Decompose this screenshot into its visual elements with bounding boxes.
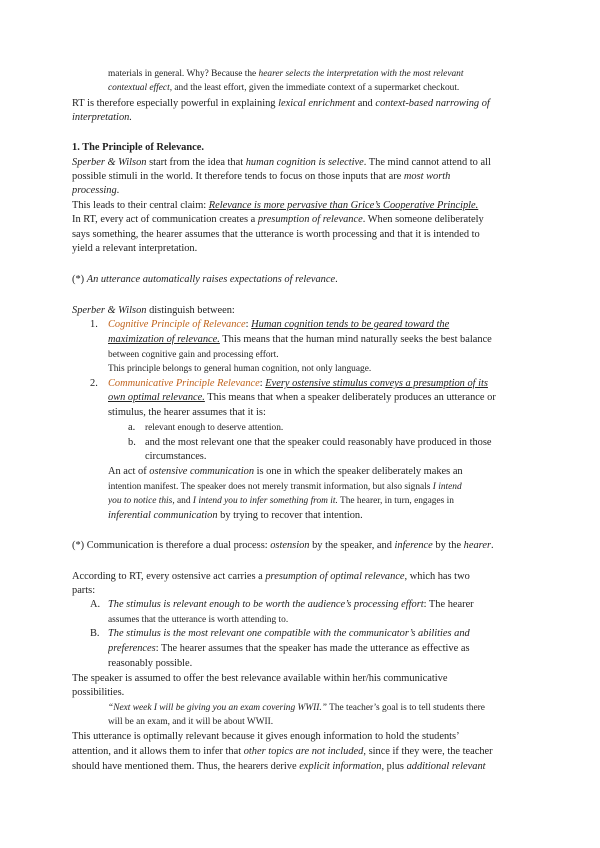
- central-claim: This leads to their central claim: Relevance is more pervasive than Grice’s Cooperative Principle.: [72, 200, 479, 211]
- sublist-item-b-line-2: circumstances.: [145, 451, 207, 462]
- communicative-principle-line-3: stimulus, the hearer assumes that it is:: [108, 407, 266, 418]
- ostensive-line-3: you to notice this, and I intend you to infer something from it. The hearer, in turn, engages in: [108, 496, 454, 506]
- speaker-line-1: The speaker is assumed to offer the best relevance available within her/his communicative: [72, 673, 448, 684]
- ostensive-line-1: An act of ostensive communication is one in which the speaker deliberately makes an: [108, 466, 463, 477]
- sublist-label-b: b.: [128, 437, 136, 448]
- communicative-principle-line-2: own optimal relevance. This means that when a speaker deliberately produces an utterance or: [108, 392, 496, 403]
- para1-line-2: possible stimuli in the world. It therefore tends to focus on those inputs that are most worth: [72, 171, 451, 182]
- intro-line-1: materials in general. Why? Because the hearer selects the interpretation with the most relevant: [108, 69, 464, 79]
- para2-line-3: yield a relevant interpretation.: [72, 243, 198, 254]
- intro-line-4: interpretation.: [72, 112, 132, 123]
- explanation-line-2: attention, and it allows them to infer that other topics are not included, since if they were, the teacher: [72, 746, 493, 757]
- part-B-line-2: preferences: The hearer assumes that the speaker has made the utterance as effective as: [108, 643, 470, 654]
- list-number-1: 1.: [90, 319, 98, 330]
- note-2: (*) Communication is therefore a dual process: ostension by the speaker, and inference by the hearer.: [72, 540, 494, 551]
- para2-line-1: In RT, every act of communication creates a presumption of relevance. When someone deliberately: [72, 214, 484, 225]
- ostensive-line-2: intention manifest. The speaker does not merely transmit information, but also signals I intend: [108, 482, 462, 492]
- example-line-2: will be an exam, and it will be about WWII.: [108, 717, 274, 727]
- part-A-line-1: The stimulus is relevant enough to be worth the audience’s processing effort: The hearer: [108, 599, 474, 610]
- para1-line-1: Sperber & Wilson start from the idea that human cognition is selective. The mind cannot attend to all: [72, 157, 491, 168]
- ostensive-line-4: inferential communication by trying to recover that intention.: [108, 510, 363, 521]
- part-B-line-1: The stimulus is the most relevant one compatible with the communicator’s abilities and: [108, 628, 470, 639]
- intro-line-3: RT is therefore especially powerful in explaining lexical enrichment and context-based narrowing of: [72, 98, 490, 109]
- part-A-line-2: assumes that the utterance is worth attending to.: [108, 615, 289, 625]
- cognitive-principle-line-2: maximization of relevance. This means that the human mind naturally seeks the best balance: [108, 334, 492, 345]
- optimal-line-2: parts:: [72, 585, 96, 596]
- part-B-line-3: reasonably possible.: [108, 658, 193, 669]
- para2-line-2: says something, the hearer assumes that the utterance is worth processing and that it is intended to: [72, 229, 480, 240]
- explanation-line-1: This utterance is optimally relevant because it gives enough information to hold the students’: [72, 731, 460, 742]
- cognitive-principle-line-1: Cognitive Principle of Relevance: Human cognition tends to be geared toward the: [108, 319, 450, 330]
- sublist-item-a: relevant enough to deserve attention.: [145, 423, 284, 433]
- example-line-1: “Next week I will be giving you an exam covering WWII.” The teacher’s goal is to tell students there: [108, 703, 485, 713]
- cognitive-principle-line-3: between cognitive gain and processing effort.: [108, 350, 279, 360]
- explanation-line-3: should have mentioned them. Thus, the hearers derive explicit information, plus additional relevant: [72, 761, 486, 772]
- list-letter-B: B.: [90, 628, 100, 639]
- communicative-principle-line-1: Communicative Principle Relevance: Every ostensive stimulus conveys a presumption of its: [108, 378, 488, 389]
- speaker-line-2: possibilities.: [72, 687, 125, 698]
- intro-line-2: contextual effect, and the least effort, given the immediate context of a supermarket checkout.: [108, 83, 460, 93]
- distinguish-line: Sperber & Wilson distinguish between:: [72, 305, 235, 316]
- sublist-label-a: a.: [128, 422, 136, 433]
- list-letter-A: A.: [90, 599, 101, 610]
- optimal-line-1: According to RT, every ostensive act carries a presumption of optimal relevance, which has two: [72, 571, 470, 582]
- cognitive-principle-line-4: This principle belongs to general human cognition, not only language.: [108, 364, 372, 374]
- para1-line-3: processing.: [72, 185, 120, 196]
- section-heading: 1. The Principle of Relevance.: [72, 142, 204, 153]
- sublist-item-b-line-1: and the most relevant one that the speaker could reasonably have produced in those: [145, 437, 492, 448]
- list-number-2: 2.: [90, 378, 98, 389]
- note-1: (*) An utterance automatically raises expectations of relevance.: [72, 274, 338, 285]
